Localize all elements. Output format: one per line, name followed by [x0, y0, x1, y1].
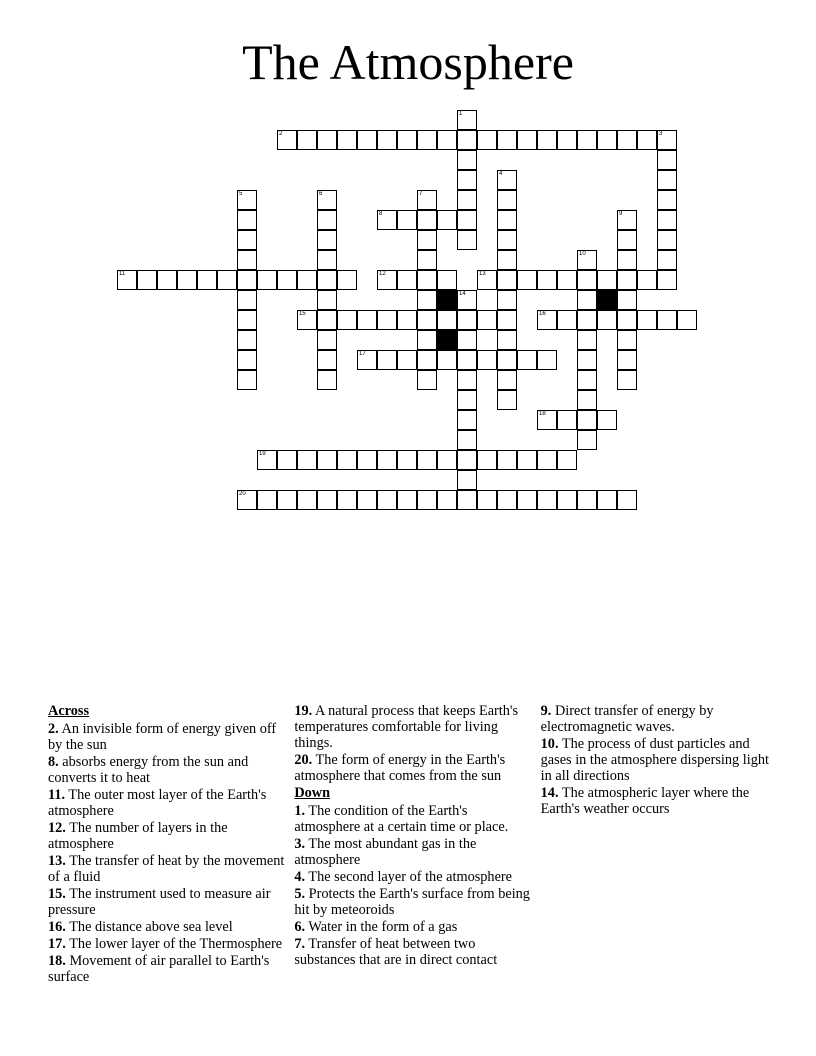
grid-cell[interactable] [317, 330, 337, 350]
grid-cell[interactable] [577, 490, 597, 510]
grid-cell[interactable] [657, 190, 677, 210]
clue-number: 1 [459, 111, 463, 117]
clue-number: 9 [619, 211, 623, 217]
grid-cell[interactable] [237, 290, 257, 310]
grid-cell[interactable] [417, 350, 437, 370]
grid-cell[interactable] [337, 310, 357, 330]
grid-cell[interactable] [437, 210, 457, 230]
grid-cell[interactable] [517, 350, 537, 370]
block-cell [437, 330, 457, 350]
clue-number: 14 [459, 291, 466, 297]
clue-number: 7 [419, 191, 423, 197]
grid-cell[interactable] [617, 230, 637, 250]
grid-cell[interactable] [257, 490, 277, 510]
grid-cell[interactable] [577, 370, 597, 390]
clue-down-6: 6. Water in the form of a gas [294, 919, 458, 935]
grid-cell[interactable] [577, 290, 597, 310]
grid-cell[interactable] [597, 490, 617, 510]
grid-cell[interactable] [637, 270, 657, 290]
grid-cell[interactable] [577, 390, 597, 410]
grid-cell[interactable] [257, 450, 277, 470]
clue-number: 2 [279, 131, 283, 137]
grid-cell[interactable] [157, 270, 177, 290]
grid-cell[interactable] [217, 270, 237, 290]
grid-cell[interactable] [517, 130, 537, 150]
block-cell [597, 290, 617, 310]
grid-cell[interactable] [417, 310, 437, 330]
grid-cell[interactable] [657, 150, 677, 170]
grid-cell[interactable] [357, 350, 377, 370]
grid-cell[interactable] [297, 490, 317, 510]
grid-cell[interactable] [317, 450, 337, 470]
grid-cell[interactable] [477, 490, 497, 510]
clue-number: 11 [119, 271, 126, 277]
grid-cell[interactable] [577, 310, 597, 330]
grid-cell[interactable] [397, 310, 417, 330]
grid-cell[interactable] [257, 270, 277, 290]
page-title: The Atmosphere [242, 34, 574, 90]
grid-cell[interactable] [597, 310, 617, 330]
grid-cell[interactable] [377, 270, 397, 290]
grid-cell[interactable] [297, 310, 317, 330]
clue-across-17: 17. The lower layer of the Thermosphere [48, 936, 283, 952]
clue-number: 20 [239, 491, 246, 497]
grid-cell[interactable] [317, 250, 337, 270]
clue-down-5: 5. Protects the Earth's surface from being hit by meteoroids [294, 886, 530, 918]
clue-across-11: 11. The outer most layer of the Earth's atmosphere [48, 787, 267, 819]
grid-cell[interactable] [317, 130, 337, 150]
clue-number: 12 [379, 271, 386, 277]
grid-cell[interactable] [417, 490, 437, 510]
clue-down-9: 9. Direct transfer of energy by electromagnetic waves. [540, 703, 714, 735]
grid-cell[interactable] [377, 490, 397, 510]
grid-cell[interactable] [497, 450, 517, 470]
clue-across-12: 12. The number of layers in the atmosphere [48, 820, 228, 852]
grid-cell[interactable] [277, 490, 297, 510]
grid-cell[interactable] [417, 290, 437, 310]
grid-cell[interactable] [617, 130, 637, 150]
grid-cell[interactable] [237, 250, 257, 270]
grid-cell[interactable] [417, 190, 437, 210]
grid-cell[interactable] [477, 350, 497, 370]
clue-down-14: 14. The atmospheric layer where the Earth's weather occurs [540, 785, 750, 817]
grid-cell[interactable] [237, 230, 257, 250]
grid-cell[interactable] [457, 430, 477, 450]
grid-cell[interactable] [417, 250, 437, 270]
grid-cell[interactable] [397, 450, 417, 470]
grid-cell[interactable] [477, 270, 497, 290]
grid-cell[interactable] [357, 450, 377, 470]
grid-cell[interactable] [497, 310, 517, 330]
grid-cell[interactable] [337, 450, 357, 470]
clue-down-3: 3. The most abundant gas in the atmosphere [294, 836, 477, 868]
grid-cell[interactable] [457, 370, 477, 390]
grid-cell[interactable] [317, 210, 337, 230]
grid-cell[interactable] [497, 210, 517, 230]
clue-across-20: 20. The form of energy in the Earth's atmosphere that comes from the sun [294, 752, 506, 784]
grid-cell[interactable] [557, 410, 577, 430]
grid-cell[interactable] [197, 270, 217, 290]
grid-cell[interactable] [457, 330, 477, 350]
grid-cell[interactable] [277, 130, 297, 150]
clue-number: 6 [319, 191, 323, 197]
grid-cell[interactable] [457, 490, 477, 510]
grid-cell[interactable] [537, 350, 557, 370]
clue-number: 18 [539, 411, 546, 417]
grid-cell[interactable] [397, 490, 417, 510]
clue-number: 5 [239, 191, 243, 197]
grid-cell[interactable] [377, 350, 397, 370]
grid-cell[interactable] [377, 130, 397, 150]
grid-cell[interactable] [297, 130, 317, 150]
grid-cell[interactable] [497, 170, 517, 190]
grid-cell[interactable] [517, 490, 537, 510]
grid-cell[interactable] [497, 270, 517, 290]
grid-cell[interactable] [677, 310, 697, 330]
grid-cell[interactable] [237, 370, 257, 390]
grid-cell[interactable] [357, 490, 377, 510]
clue-down-1: 1. The condition of the Earth's atmosphere at a certain time or place. [294, 803, 509, 835]
grid-cell[interactable] [457, 290, 477, 310]
grid-cell[interactable] [457, 390, 477, 410]
grid-cell[interactable] [557, 450, 577, 470]
clue-across-16: 16. The distance above sea level [48, 919, 233, 935]
grid-cell[interactable] [497, 230, 517, 250]
grid-cell[interactable] [497, 330, 517, 350]
grid-cell[interactable] [457, 410, 477, 430]
grid-cell[interactable] [277, 450, 297, 470]
grid-cell[interactable] [117, 270, 137, 290]
grid-cell[interactable] [617, 370, 637, 390]
clue-number: 19 [259, 451, 266, 457]
clue-number: 17 [359, 351, 366, 357]
grid-cell[interactable] [617, 490, 637, 510]
grid-cell[interactable] [657, 170, 677, 190]
grid-cell[interactable] [297, 270, 317, 290]
grid-cell[interactable] [237, 330, 257, 350]
grid-cell[interactable] [557, 310, 577, 330]
grid-cell[interactable] [377, 450, 397, 470]
clue-number: 3 [659, 131, 663, 137]
clue-across-2: 2. An invisible form of energy given off by the sun [48, 721, 277, 753]
grid-cell[interactable] [457, 110, 477, 130]
grid-cell[interactable] [437, 270, 457, 290]
grid-cell[interactable] [517, 270, 537, 290]
grid-cell[interactable] [537, 450, 557, 470]
clue-across-19: 19. A natural process that keeps Earth's temperatures comfortable for living things. [294, 703, 519, 751]
grid-cell[interactable] [317, 370, 337, 390]
grid-cell[interactable] [457, 450, 477, 470]
grid-cell[interactable] [457, 350, 477, 370]
grid-cell[interactable] [437, 490, 457, 510]
grid-cell[interactable] [457, 230, 477, 250]
grid-cell[interactable] [657, 310, 677, 330]
clue-number: 4 [499, 171, 503, 177]
grid-cell[interactable] [617, 250, 637, 270]
grid-cell[interactable] [657, 130, 677, 150]
grid-cell[interactable] [497, 250, 517, 270]
grid-cell[interactable] [497, 290, 517, 310]
grid-cell[interactable] [537, 270, 557, 290]
grid-cell[interactable] [577, 130, 597, 150]
grid-cell[interactable] [317, 310, 337, 330]
grid-cell[interactable] [417, 210, 437, 230]
grid-cell[interactable] [497, 390, 517, 410]
grid-cell[interactable] [237, 210, 257, 230]
grid-cell[interactable] [397, 210, 417, 230]
grid-cell[interactable] [417, 330, 437, 350]
grid-cell[interactable] [437, 310, 457, 330]
grid-cell[interactable] [177, 270, 197, 290]
grid-cell[interactable] [497, 370, 517, 390]
grid-cell[interactable] [297, 450, 317, 470]
grid-cell[interactable] [457, 190, 477, 210]
grid-cell[interactable] [657, 250, 677, 270]
clue-number: 16 [539, 311, 546, 317]
grid-cell[interactable] [317, 350, 337, 370]
clue-number: 13 [479, 271, 486, 277]
down-heading: Down [294, 785, 331, 801]
clue-across-18: 18. Movement of air parallel to Earth's surface [48, 953, 270, 985]
grid-cell[interactable] [417, 370, 437, 390]
clue-number: 10 [579, 251, 586, 257]
grid-cell[interactable] [397, 350, 417, 370]
grid-cell[interactable] [617, 290, 637, 310]
grid-cell[interactable] [437, 350, 457, 370]
grid-cell[interactable] [437, 130, 457, 150]
across-heading: Across [48, 703, 90, 719]
grid-cell[interactable] [537, 310, 557, 330]
grid-cell[interactable] [637, 310, 657, 330]
grid-cell[interactable] [357, 130, 377, 150]
clue-across-13: 13. The transfer of heat by the movement of a fluid [48, 853, 285, 885]
grid-cell[interactable] [477, 450, 497, 470]
grid-cell[interactable] [577, 350, 597, 370]
grid-cell[interactable] [537, 490, 557, 510]
grid-cell[interactable] [137, 270, 157, 290]
grid-cell[interactable] [337, 490, 357, 510]
grid-cell[interactable] [457, 210, 477, 230]
grid-cell[interactable] [457, 470, 477, 490]
grid-cell[interactable] [457, 130, 477, 150]
grid-cell[interactable] [617, 330, 637, 350]
grid-cell[interactable] [437, 450, 457, 470]
grid-cell[interactable] [397, 130, 417, 150]
grid-cell[interactable] [637, 130, 657, 150]
grid-cell[interactable] [417, 270, 437, 290]
grid-cell[interactable] [597, 130, 617, 150]
grid-cell[interactable] [317, 270, 337, 290]
clue-down-4: 4. The second layer of the atmosphere [294, 869, 513, 885]
grid-cell[interactable] [497, 490, 517, 510]
grid-cell[interactable] [457, 170, 477, 190]
grid-cell[interactable] [657, 270, 677, 290]
grid-cell[interactable] [557, 270, 577, 290]
grid-cell[interactable] [597, 270, 617, 290]
grid-cell[interactable] [417, 130, 437, 150]
grid-cell[interactable] [317, 230, 337, 250]
grid-cell[interactable] [377, 310, 397, 330]
grid-cell[interactable] [577, 330, 597, 350]
grid-cell[interactable] [497, 350, 517, 370]
grid-cell[interactable] [317, 290, 337, 310]
grid-cell[interactable] [617, 270, 637, 290]
grid-cell[interactable] [477, 130, 497, 150]
grid-cell[interactable] [537, 410, 557, 430]
block-cell [437, 290, 457, 310]
grid-cell[interactable] [397, 270, 417, 290]
grid-cell[interactable] [497, 190, 517, 210]
grid-cell[interactable] [577, 410, 597, 430]
grid-cell[interactable] [377, 210, 397, 230]
grid-cell[interactable] [657, 230, 677, 250]
grid-cell[interactable] [537, 130, 557, 150]
grid-cell[interactable] [457, 310, 477, 330]
grid-cell[interactable] [317, 190, 337, 210]
grid-cell[interactable] [477, 310, 497, 330]
grid-cell[interactable] [577, 270, 597, 290]
clue-list [48, 703, 778, 993]
grid-cell[interactable] [237, 270, 257, 290]
grid-cell[interactable] [337, 130, 357, 150]
clue-across-8: 8. absorbs energy from the sun and converts it to heat [48, 754, 249, 786]
grid-cell[interactable] [237, 310, 257, 330]
grid-cell[interactable] [237, 490, 257, 510]
grid-cell[interactable] [617, 350, 637, 370]
grid-cell[interactable] [357, 310, 377, 330]
grid-cell[interactable] [617, 210, 637, 230]
grid-cell[interactable] [497, 130, 517, 150]
grid-cell[interactable] [237, 350, 257, 370]
grid-cell[interactable] [317, 490, 337, 510]
grid-cell[interactable] [557, 130, 577, 150]
grid-cell[interactable] [597, 410, 617, 430]
grid-cell[interactable] [557, 490, 577, 510]
grid-cell[interactable] [277, 270, 297, 290]
clue-down-10: 10. The process of dust particles and gases in the atmosphere dispersing light in all directions [540, 736, 769, 784]
grid-cell[interactable] [417, 450, 437, 470]
grid-cell[interactable] [617, 310, 637, 330]
grid-cell[interactable] [517, 450, 537, 470]
clue-across-15: 15. The instrument used to measure air pressure [48, 886, 271, 918]
grid-cell[interactable] [457, 150, 477, 170]
grid-cell[interactable] [417, 230, 437, 250]
grid-cell[interactable] [657, 210, 677, 230]
grid-cell[interactable] [577, 430, 597, 450]
grid-cell[interactable] [237, 190, 257, 210]
clue-down-7: 7. Transfer of heat between two substances that are in direct contact [294, 936, 498, 968]
grid-cell[interactable] [337, 270, 357, 290]
clue-number: 15 [299, 311, 306, 317]
grid-cell[interactable] [577, 250, 597, 270]
clue-number: 8 [379, 211, 383, 217]
